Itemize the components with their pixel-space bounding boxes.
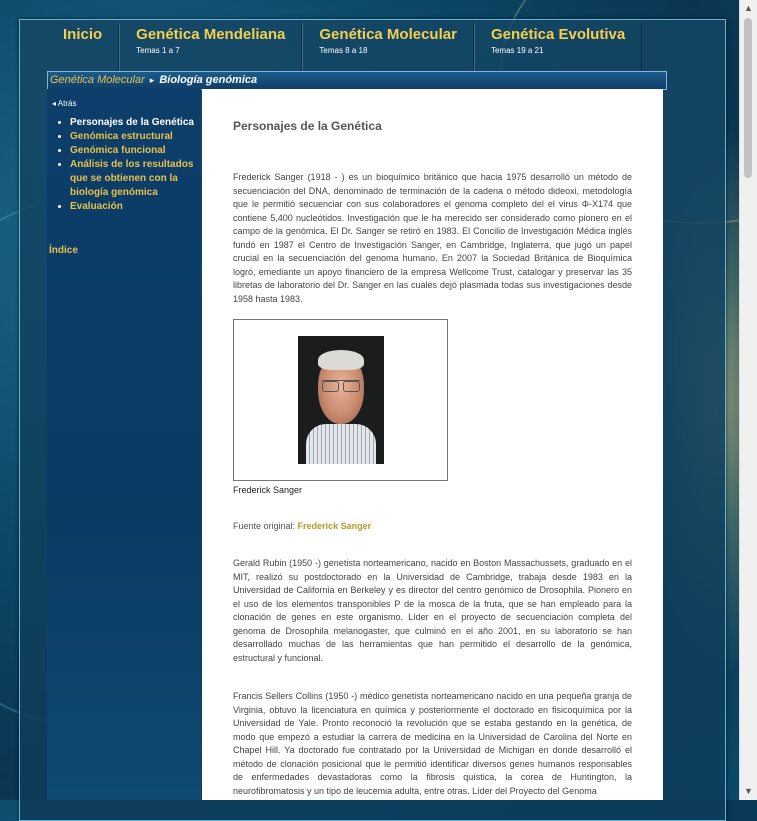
main-content bbox=[202, 89, 663, 800]
source-line bbox=[233, 521, 371, 531]
sidebar-list bbox=[57, 116, 205, 214]
paragraph-rubin: Gerald Rubin (1950 -) genetista norteamericano, nacido en Boston Massachussets, graduado en el MIT, realizó su postdoctorado en la Universidad de Cambridge, trabaja desde 1983 en la Universidad de California en Berkeley y es director del centro genómico de Drosophila. Pionero en el uso de los elementos transponibles P de la mosca de la fruta, que se han empleado para la clonación de genes en este organismo. Líder en el proyecto de secuenciación completa del genoma de Drosophila melanogaster, que culminó en el año 2001, en su laboratorio se han desarrollado muchas de las herramientas que han permitido el desarrollo de la genómica, estructural y funcional. bbox=[233, 558, 632, 663]
sidebar-item-analisis[interactable]: • Análisis de los resultados que se obtienen con la biología genómica bbox=[70, 158, 205, 200]
nav-inicio[interactable] bbox=[47, 23, 119, 73]
nav-title: Genética Molecular bbox=[319, 26, 457, 43]
nav-title: Inicio bbox=[63, 26, 103, 43]
nav-genetica-molecular[interactable] bbox=[302, 23, 474, 73]
nav-genetica-evolutiva[interactable] bbox=[474, 23, 642, 73]
sidebar-item-genomica-funcional[interactable]: • Genómica funcional bbox=[70, 144, 205, 158]
source-link[interactable]: Frederick Sanger bbox=[297, 521, 372, 531]
sidebar-item-evaluacion[interactable]: • Evaluación bbox=[70, 200, 205, 214]
breadcrumb bbox=[47, 71, 667, 90]
photo-frame bbox=[233, 319, 448, 481]
scroll-down-icon[interactable]: ▼ bbox=[744, 786, 753, 796]
sidebar bbox=[47, 89, 201, 800]
chevron-left-icon: ◂ bbox=[52, 99, 57, 108]
page-title: Personajes de la Genética bbox=[233, 119, 382, 133]
nav-title: Genética Mendeliana bbox=[136, 26, 286, 43]
photo-caption: Frederick Sanger bbox=[233, 485, 303, 495]
nav-subtitle: Temas 19 a 21 bbox=[490, 46, 544, 55]
sidebar-item-personajes[interactable]: • Personajes de la Genética bbox=[70, 116, 205, 130]
nav-subtitle: Temas 8 a 18 bbox=[319, 46, 368, 55]
sidebar-item-genomica-estructural[interactable]: • Genómica estructural bbox=[70, 130, 205, 144]
source-prefix: Fuente original: bbox=[233, 521, 298, 531]
breadcrumb-current: Biología genómica bbox=[159, 74, 258, 86]
photo-glasses bbox=[322, 380, 360, 390]
back-link[interactable] bbox=[52, 99, 76, 108]
breadcrumb-parent[interactable]: Genética Molecular bbox=[50, 74, 145, 86]
top-navigation bbox=[47, 23, 642, 73]
scrollbar-thumb[interactable] bbox=[744, 18, 752, 178]
scroll-up-icon[interactable]: ▲ bbox=[744, 3, 753, 13]
portrait-photo bbox=[298, 336, 384, 464]
photo-hair bbox=[318, 350, 364, 370]
breadcrumb-separator-icon: ▸ bbox=[149, 75, 155, 85]
vertical-scrollbar[interactable] bbox=[739, 0, 757, 800]
sidebar-indice-link[interactable]: Índice bbox=[49, 245, 78, 256]
nav-title: Genética Evolutiva bbox=[490, 26, 626, 43]
paragraph-collins: Francis Sellers Collins (1950 -) médico genetista norteamericano nacido en una pequeña granja de Virginia, obtuvo la licenciatura en química y posteriormente el doctorado en fisicoquímica por la Universidad de Yale. Pronto reconoció la revolución que se estaba gestando en la genética, de modo que empezó a estudiar la carrera de medicina en la Universidad de Carolina del Norte en Chapel Hill. Ya doctorado fue contratado por la Universidad de Michigan en donde desarrolló el método de clonación posicional que le permitió identificar diversos genes humanos responsables de enfermedades devastadoras como la fibrosis quística, la corea de Huntington, la neurofibromatosis y un tipo de leucemia adulta, entre otras. Líder del Proyecto del Genoma bbox=[233, 691, 632, 796]
nav-genetica-mendeliana[interactable] bbox=[119, 23, 302, 73]
nav-subtitle: Temas 1 a 7 bbox=[136, 46, 180, 55]
back-label: Atrás bbox=[57, 99, 77, 108]
paragraph-sanger: Frederick Sanger (1918 - ) es un bioquímico británico que hacia 1975 desarrolló un método de secuenciación del DNA, denominado de terminación de la cadena o método dideoxi, metodología que le permitió secuenciar con sus colaboradores el genoma completo del el virus Φ-X174 que contiene 5,400 nucleótidos. Investigación que le ha merecido ser considerado como pionero en el campo de la genómica. El Dr. Sanger se retiró en 1983. El Concilio de Investigación Médica inglés fundó en 1987 el Centro de Investigación Sanger, en Cambridge, Inglaterra, que jugó un papel crucial en la secuenciación del genoma humano. En 2007 la Sociedad Británica de Bioquímica logró, emediante un apoyo financiero de la empresa Wellcome Trust, catalogar y preservar las 35 libretas de laboratorio del Dr. Sanger en las cuales dejó plasmada todas sus investigaciones desde 1958 hasta 1983. bbox=[233, 172, 632, 304]
photo-shirt bbox=[306, 424, 376, 464]
